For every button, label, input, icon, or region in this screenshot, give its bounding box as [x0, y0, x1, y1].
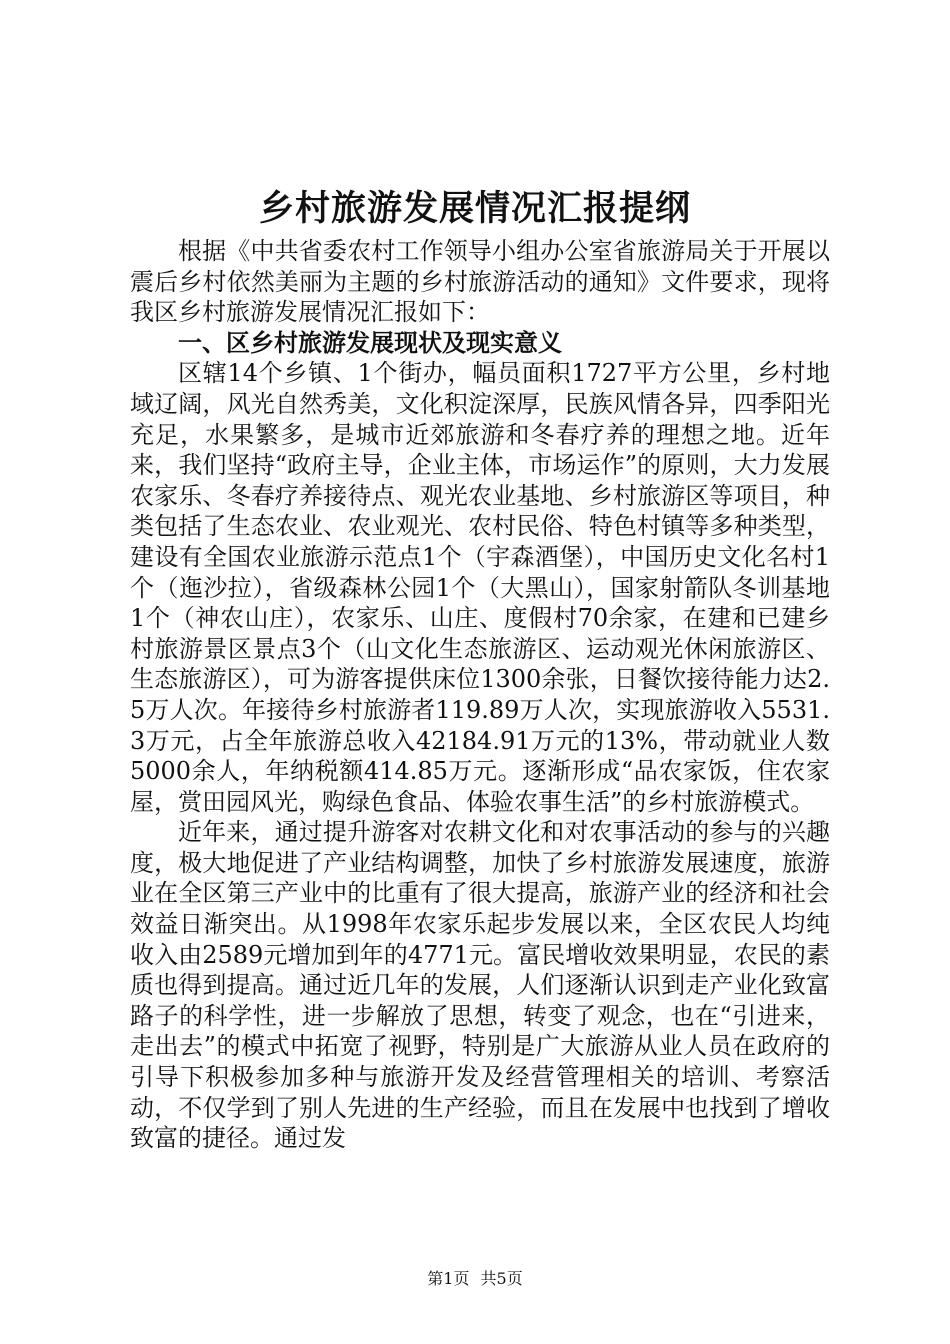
page-number-current: 第1页 [427, 1269, 470, 1288]
page-footer [0, 1268, 950, 1290]
body-paragraph: 区辖14个乡镇、1个街办，幅员面积1727平方公里，乡村地域辽阔，风光自然秀美，文化积淀深厚，民族风情各异，四季阳光充足，水果繁多，是城市近郊旅游和冬春疗养的理想之地。近年来，我们坚持“政府主导，企业主体，市场运作”的原则，大力发展农家乐、冬春疗养接待点、观光农业基地、乡村旅游区等项目，种类包括了生态农业、农业观光、农村民俗、特色村镇等多种类型，建设有全国农业旅游示范点1个（宇森酒堡），中国历史文化名村1个（迤沙拉），省级森林公园1个（大黑山），国家射箭队冬训基地1个（神农山庄），农家乐、山庄、度假村70余家，在建和已建乡村旅游景区景点3个（山文化生态旅游区、运动观光休闲旅游区、生态旅游区），可为游客提供床位1300余张，日餐饮接待能力达2.5万人次。年接待乡村旅游者119.89万人次，实现旅游收入5531.3万元，占全年旅游总收入42184.91万元的13%，带动就业人数5000余人，年纳税额414.85万元。逐渐形成“品农家饭，住农家屋，赏田园风光，购绿色食品、体验农事生活”的乡村旅游模式。 [130, 359, 830, 816]
intro-paragraph: 根据《中共省委农村工作领导小组办公室省旅游局关于开展以震后乡村依然美丽为主题的乡村旅游活动的通知》文件要求，现将我区乡村旅游发展情况汇报如下： [130, 237, 830, 327]
page-number-total: 共5页 [480, 1269, 523, 1288]
body-paragraph: 近年来，通过提升游客对农耕文化和对农事活动的参与的兴趣度，极大地促进了产业结构调整，加快了乡村旅游发展速度，旅游业在全区第三产业中的比重有了很大提高，旅游产业的经济和社会效益日渐突出。从1998年农家乐起步发展以来，全区农民人均纯收入由2589元增加到年的4771元。富民增收效果明显，农民的素质也得到提高。通过近几年的发展，人们逐渐认识到走产业化致富路子的科学性，进一步解放了思想，转变了观念，也在“引进来，走出去”的模式中拓宽了视野，特别是广大旅游从业人员在政府的引导下积极参加多种与旅游开发及经营管理相关的培训、考察活动，不仅学到了别人先进的生产经验，而且在发展中也找到了增收致富的捷径。通过发 [130, 818, 830, 1153]
section-heading: 一、区乡村旅游发展现状及现实意义 [178, 328, 562, 357]
document-body [130, 236, 830, 1154]
document-title: 乡村旅游发展情况汇报提纲 [258, 189, 691, 229]
